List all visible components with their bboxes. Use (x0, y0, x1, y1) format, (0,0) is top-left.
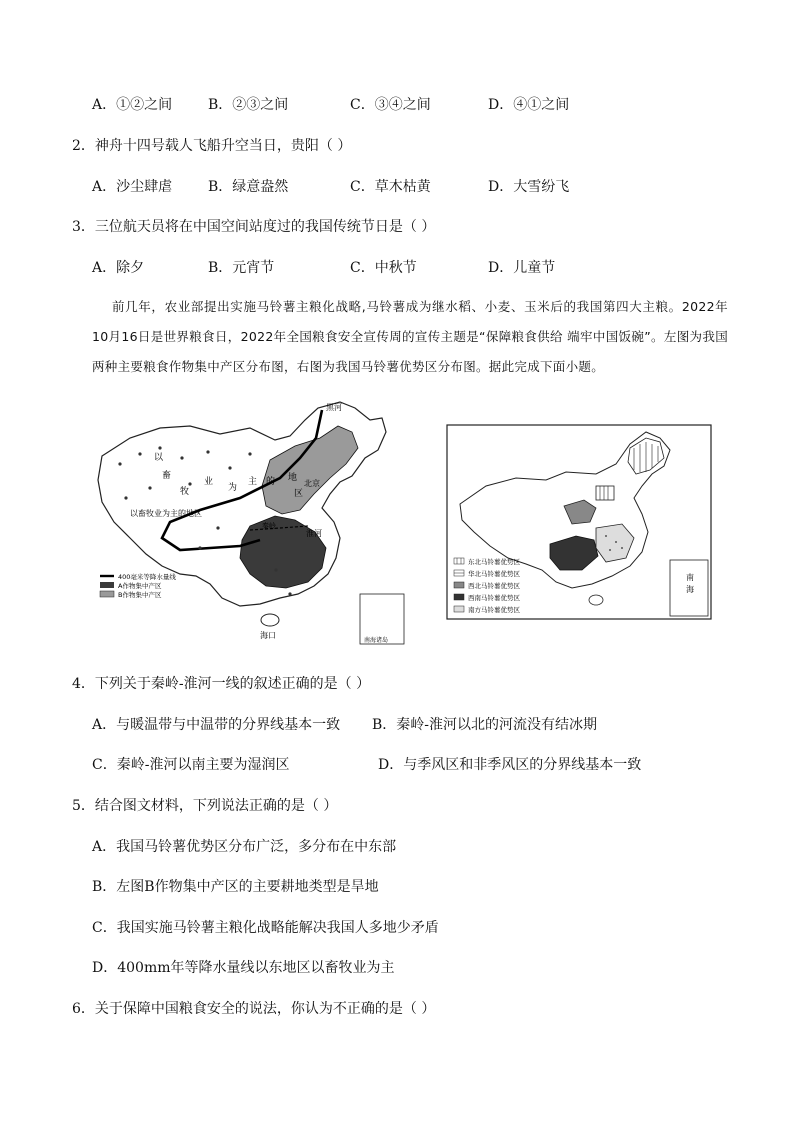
label-zhu: 主 (248, 477, 258, 487)
inset-label-hai: 海 (686, 585, 694, 594)
q3-option-d: D．儿童节 (488, 260, 556, 276)
legend-northchina: 华北马铃薯优势区 (468, 570, 520, 578)
q3-option-a: A．除夕 (92, 260, 145, 276)
label-de: 的 (266, 477, 276, 487)
q6-stem: 6．关于保障中国粮食安全的说法，你认为不正确的是（ ） (72, 1001, 436, 1017)
q2-option-b: B．绿意盎然 (208, 179, 289, 195)
q4-option-b: B．秦岭-淮河以北的河流没有结冰期 (372, 717, 598, 733)
q4-option-c: C．秦岭-淮河以南主要为湿润区 (92, 757, 290, 773)
q1-option-d: D．④①之间 (488, 97, 570, 113)
label-haikou: 海口 (260, 631, 276, 640)
q5-option-d: D．400mm年等降水量线以东地区以畜牧业为主 (92, 960, 395, 976)
q5-option-c: C．我国实施马铃薯主粮化战略能解决我国人多地少矛盾 (92, 920, 439, 936)
legend-northeast: 东北马铃薯优势区 (468, 558, 520, 566)
legend-b-label: B作物集中产区 (118, 591, 162, 599)
reading-passage (92, 292, 728, 382)
q1-option-c: C．③④之间 (350, 97, 431, 113)
q2-stem: 2．神舟十四号载人飞船升空当日，贵阳（ ） (72, 138, 352, 154)
label-di: 地 (288, 473, 298, 483)
q3-stem: 3．三位航天员将在中国空间站度过的我国传统节日是（ ） (72, 219, 436, 235)
passage-text: 前几年，农业部提出实施马铃薯主粮化战略,马铃薯成为继水稻、小麦、玉米后的我国第四大主粮。2022年10月16日是世界粮食日，2022年全国粮食安全宣传周的宣传主题是“保障粮食供给 端牢中国饭碗”。左图为我国两种主要粮食作物集中产区分布图，右图为我国马铃薯优势区分布图。据此完成下面小题。 (92, 299, 728, 374)
q4-stem: 4．下列关于秦岭-淮河一线的叙述正确的是（ ） (72, 676, 371, 692)
label-huaihe: 淮河 (306, 529, 322, 538)
q4-option-a: A．与暖温带与中温带的分界线基本一致 (92, 717, 341, 733)
label-qu: 区 (294, 489, 304, 499)
q5-option-b: B．左图B作物集中产区的主要耕地类型是旱地 (92, 879, 379, 895)
hainan-right (589, 595, 603, 605)
q2-option-d: D．大雪纷飞 (488, 179, 570, 195)
label-wei: 为 (228, 483, 238, 493)
label-beijing: 北京 (304, 479, 320, 488)
legend-b-swatch (100, 591, 114, 597)
label-mu: 牧 (180, 487, 190, 497)
q1-option-b: B．②③之间 (208, 97, 289, 113)
q3-option-c: C．中秋节 (350, 260, 417, 276)
q2-option-c: C．草木枯黄 (350, 179, 431, 195)
label-livestock-region: 以畜牧业为主的地区 (130, 509, 202, 518)
q5-option-a: A．我国马铃薯优势区分布广泛，多分布在中东部 (92, 839, 397, 855)
label-qinling: 秦岭 (262, 522, 276, 530)
right-map (446, 424, 712, 620)
left-map (90, 398, 408, 650)
q1-option-a: A．①②之间 (92, 97, 173, 113)
label-heihe: 黑河 (326, 403, 342, 412)
q5-stem: 5．结合图文材料，下列说法正确的是（ ） (72, 798, 338, 814)
legend-a-label: A作物集中产区 (118, 582, 162, 590)
legend-south: 南方马铃薯优势区 (468, 606, 520, 614)
label-ye: 业 (204, 477, 214, 487)
label-nanhai: 南海诸岛 (364, 637, 389, 644)
inset-label-nan: 南 (686, 573, 694, 582)
north-china-region (596, 486, 614, 500)
q2-option-a: A．沙尘肆虐 (92, 179, 173, 195)
q3-option-b: B．元宵节 (208, 260, 275, 276)
legend-rainfall-label: 400毫米等降水量线 (118, 573, 176, 581)
legend-southwest: 西南马铃薯优势区 (468, 594, 520, 602)
label-xu: 畜 (162, 471, 172, 481)
hainan-island (261, 614, 279, 626)
legend-northwest: 西北马铃薯优势区 (468, 582, 520, 590)
q4-option-d: D．与季风区和非季风区的分界线基本一致 (378, 757, 642, 773)
legend-a-swatch (100, 582, 114, 588)
label-yi: 以 (154, 453, 164, 463)
